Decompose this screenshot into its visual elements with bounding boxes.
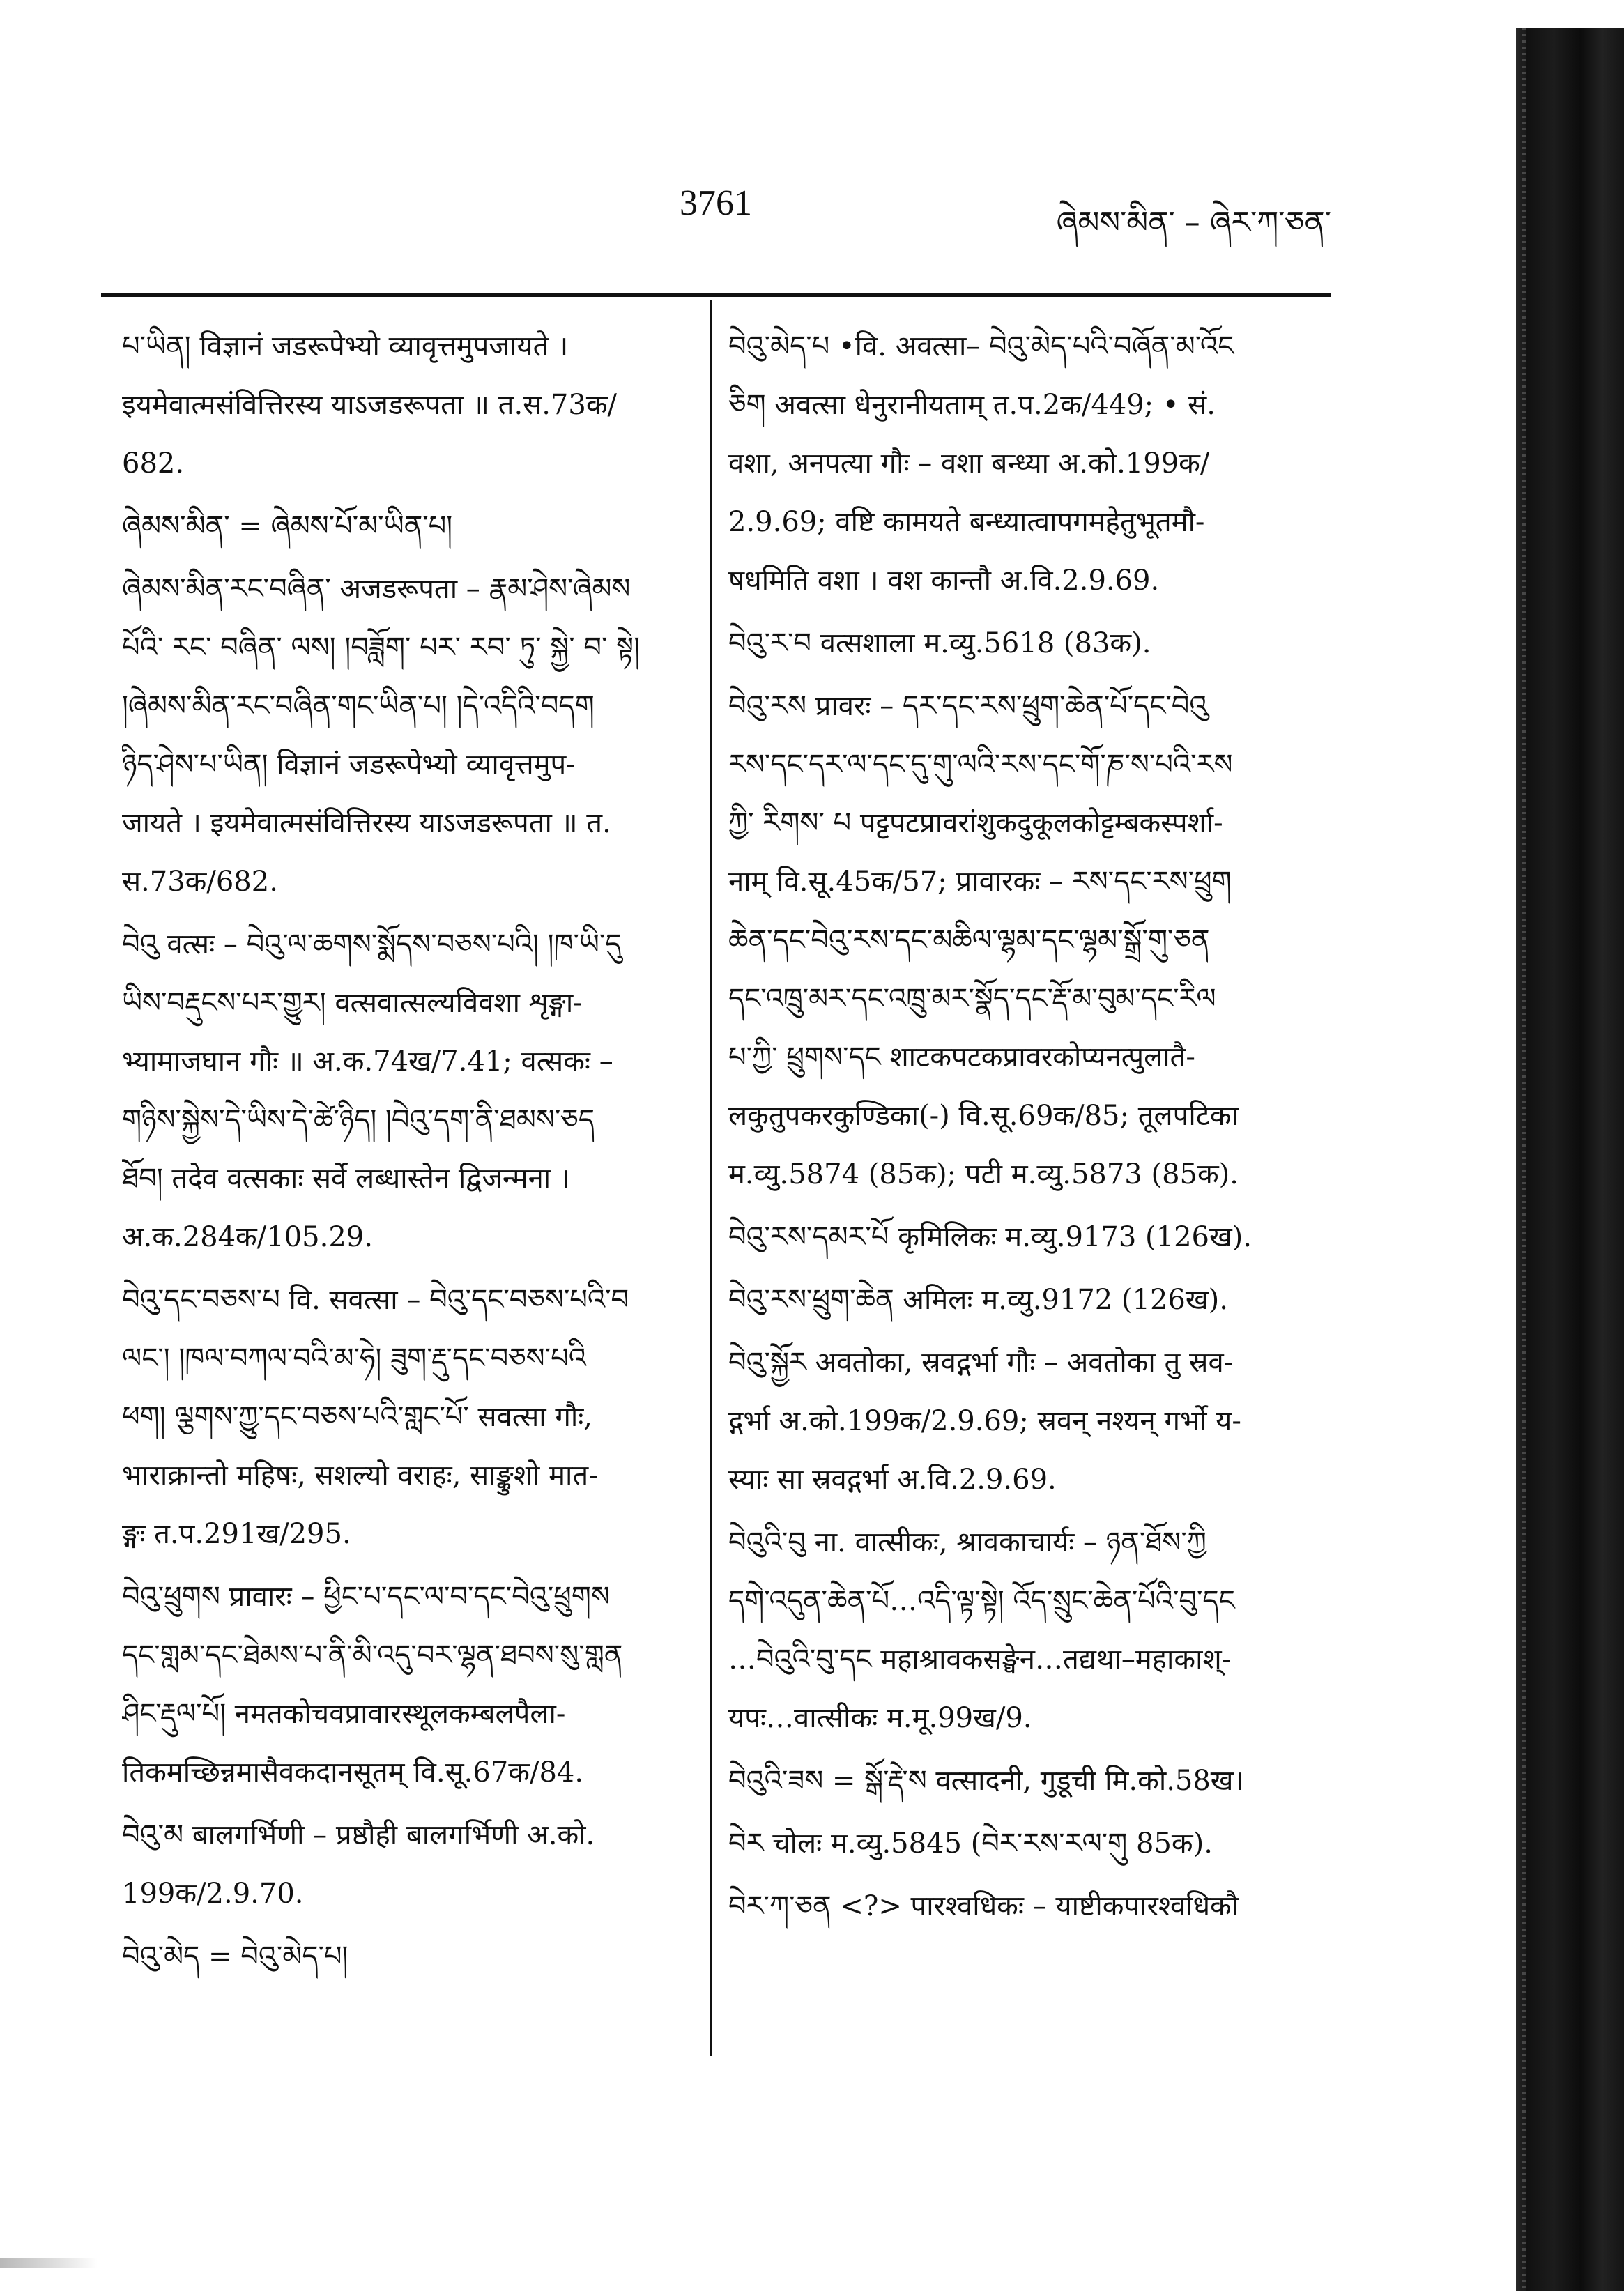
entry-text-line: जायते । इयमेवात्मसंवित्तिरस्य याऽजडरूपता ॥ त. — [122, 807, 611, 839]
entry-headword-line: བེའུ་རས་ཕྲུག་ཆེན अमिलः म.व्यु.9172 (126ख). — [728, 1284, 1228, 1316]
left-column — [122, 317, 683, 1990]
entry-headword-line: བེའུའི་ཟས = སྒོ་རྡེ་ས वत्सादनी, गुडूची मि.को.58ख। — [728, 1765, 1244, 1797]
dictionary-entry — [122, 1271, 683, 1563]
dictionary-entry — [728, 1271, 1328, 1329]
entry-headword-line: བེའུ་སྐྱོར अवतोका, स्रवद्गर्भा गौः – अवतोका तु स्रव- — [728, 1347, 1234, 1379]
entry-text-line: लकुतुपकरकुण्डिका(-) वि.सू.69क/85; तूलपटिका — [728, 1100, 1239, 1132]
entry-text-line: यपः…वात्सीकः म.मू.99ख/9. — [728, 1702, 1032, 1734]
entry-text-line: म.व्यु.5874 (85क); पटी म.व्यु.5873 (85क). — [728, 1158, 1239, 1190]
entry-headword-line: པ་ཡིན། विज्ञानं जडरूपेभ्यो व्यावृत्तमुपजायते । — [122, 330, 569, 362]
entry-text-line: ཆེན་དང་བེའུ་རས་དང་མཆིལ་ལྷམ་དང་ལྷམ་སྒྲོ་གུ་ཅན — [728, 924, 1210, 956]
dictionary-entry — [122, 560, 683, 911]
entry-text-line: པོའི་ རང་ བཞིན་ ལས། །བཟློག་ པར་ རབ་ ཏུ་ སྐྱེ་ བ་ སྟེ། — [122, 631, 641, 664]
entry-headword-line: བེའུ་ར་བ वत्सशाला म.व्यु.5618 (83क). — [728, 627, 1151, 659]
dictionary-entry — [728, 317, 1328, 610]
dictionary-entry — [728, 1208, 1328, 1266]
dictionary-entry — [122, 497, 683, 555]
entry-text-line: རས་དང་དར་ལ་དང་དུ་གུ་ལའི་རས་དང་གོ་ཎ་ས་པའི་རས — [728, 749, 1233, 781]
entry-text-line: ཐོབ། तदेव वत्सकाः सर्वे लब्धास्तेन द्विजन्मना । — [122, 1163, 571, 1195]
entry-text-line: तिकमच्छिन्नमासैवकदानसूतम् वि.सू.67क/84. — [122, 1756, 584, 1788]
dictionary-entry — [122, 317, 683, 493]
entry-headword-line: བེར་ཀ་ཅན <?> पारश्वधिकः – याष्टीकपारश्वधिकौ — [728, 1890, 1239, 1922]
entry-headword-line: བེའུ वत्सः – བེའུ་ལ་ཆགས་སྨོདས་བཅས་པའི། །ཁ་ཡི་དུ — [122, 928, 622, 960]
entry-text-line: ཀྱི་ རིགས་ པ पट्टपटप्रावरांशुकदुकूलकोट्टम्बकस्पर्शा- — [728, 807, 1223, 839]
dictionary-entry — [728, 1333, 1328, 1509]
page-number: 3761 — [680, 183, 752, 223]
entry-headword-line: བེའུ་ཕྲུགས प्रावारः – ཕྱིང་པ་དང་ལ་བ་དང་བེའུ་ཕྲུགས — [122, 1581, 610, 1613]
scan-binding-edge — [1516, 28, 1624, 2291]
entry-text-line: །ཞེམས་མིན་རང་བཞིན་གང་ཡིན་པ། །དེ་འདིའི་བདག — [122, 690, 595, 722]
entry-headword-line: བེའུ་མེད་པ •वि. अवत्सा– བེའུ་མེད་པའི་བཞོན་མ་འོང — [728, 330, 1234, 362]
dictionary-entry — [122, 1927, 683, 1986]
dictionary-entry — [728, 1752, 1328, 1810]
dictionary-entry — [122, 1568, 683, 1802]
entry-text-line: वशा, अनपत्या गौः – वशा बन्ध्या अ.को.199क/ — [728, 447, 1210, 480]
entry-text-line: 199क/2.9.70. — [122, 1878, 304, 1910]
entry-text-line: པ་ཀྱི་ ཕྲུགས་དང शाटकपटकप्रावरकोप्यनत्पुलातै- — [728, 1041, 1195, 1073]
entry-headword-line: ཞེམས་མིན་ = ཞེམས་པོ་མ་ཡིན་པ། — [122, 510, 453, 542]
entry-text-line: ङ्गः त.प.291ख/295. — [122, 1518, 351, 1550]
entry-text-line: भ्यामाजघान गौः ॥ अ.क.74ख/7.41; वत्सकः – — [122, 1045, 613, 1078]
entry-headword-line: བེའུ་རས་དམར་པོ कृमिलिकः म.व्यु.9173 (126ख). — [728, 1221, 1253, 1253]
dictionary-entry — [728, 1877, 1328, 1936]
entry-text-line: ལང་། །ཁལ་བཀལ་བའི་མ་ཧེ། ཟུག་རྡུ་དང་བཅས་པའི — [122, 1342, 586, 1374]
entry-headword-line: བེར चोलः म.व्यु.5845 (བེར་རས་རལ་གུ 85क). — [728, 1828, 1213, 1860]
dictionary-entry — [728, 614, 1328, 673]
dictionary-entry — [122, 1806, 683, 1923]
entry-text-line: དང་འཁྲུ་མར་དང་འཁྲུ་མར་སྣོད་དང་རྡོ་མ་བུམ་དང་རིལ — [728, 983, 1216, 1015]
entry-text-line: ཕག། ལྕགས་ཀྱུ་དང་བཅས་པའི་གླང་པོ་ सवत्सा गौः, — [122, 1401, 593, 1433]
entry-text-line: ཅིག अवत्सा धेनुरानीयताम् त.प.2क/449; • सं. — [728, 389, 1216, 421]
right-column — [728, 317, 1328, 1940]
entry-text-line: स्याः सा स्रवद्गर्भा अ.वि.2.9.69. — [728, 1464, 1057, 1496]
dictionary-entry — [122, 915, 683, 1266]
entry-text-line: …བེའུའི་བུ་དང महाश्रावकसङ्घेन…तद्यथा–महाकाश्- — [728, 1643, 1232, 1676]
dictionary-entry — [728, 1814, 1328, 1873]
dictionary-entry — [728, 677, 1328, 1204]
entry-text-line: ཤིང་རྡུལ་པོ། नमतकोचवप्रावारस्थूलकम्बलपैला- — [122, 1698, 566, 1730]
entry-text-line: षधमिति वशा । वश कान्तौ अ.वि.2.9.69. — [728, 565, 1160, 597]
entry-text-line: भाराक्रान्तो महिषः, सशल्यो वराहः, साङ्कुशो मात- — [122, 1459, 598, 1492]
entry-text-line: 682. — [122, 447, 185, 480]
entry-text-line: 2.9.69; वष्टि कामयते बन्ध्यात्वापगमहेतुभूतमौ- — [728, 506, 1205, 538]
entry-text-line: དང་གླམ་དང་ཐེམས་པ་ནི་མི་འདུ་བར་ལྷན་ཐབས་སུ་གླན — [122, 1639, 623, 1671]
entry-text-line: དགེ་འདུན་ཆེན་པོ…འདི་ལྟ་སྟེ། འོད་སྲུང་ཆེན་པོའི་བུ་དང — [728, 1585, 1235, 1617]
entry-text-line: ཡིས་བརྡུངས་པར་གྱུར། वत्सवात्सल्यविवशा शृङ्गा- — [122, 987, 583, 1019]
entry-text-line: नाम् वि.सू.45क/57; प्रावारकः – རས་དང་རས་ཕྲུག — [728, 866, 1232, 898]
entry-headword-line: ཞེམས་མིན་རང་བཞིན་ अजडरूपता – རྣམ་ཤེས་ཞེམས — [122, 573, 631, 605]
entry-headword-line: བེའུ་མེད = བེའུ་མེད་པ། — [122, 1940, 348, 1972]
entry-headword-line: བེའུ་མ बालगर्भिणी – प्रष्ठौही बालगर्भिणी अ.को. — [122, 1819, 595, 1851]
running-head: ཞེམས་མིན་ – ཞེར་ཀ་ཅན་ — [1056, 205, 1331, 240]
scan-artifact — [0, 2258, 98, 2268]
entry-text-line: གཉིས་སྐྱེས་དེ་ཡིས་དེ་ཚེ་ཉིད། །བེའུ་དག་ནི་ཐམས་ཅད — [122, 1104, 595, 1136]
entry-headword-line: བེའུ་དང་བཅས་པ वि. सवत्सा – བེའུ་དང་བཅས་པའི་བ — [122, 1284, 629, 1316]
entry-text-line: द्गर्भा अ.को.199क/2.9.69; स्रवन् नश्यन् गर्भो य- — [728, 1405, 1241, 1437]
entry-text-line: स.73क/682. — [122, 866, 278, 898]
entry-text-line: इयमेवात्मसंवित्तिरस्य याऽजडरूपता ॥ त.स.73क/ — [122, 389, 618, 421]
header-rule — [101, 293, 1331, 297]
entry-text-line: ཉིད་ཤེས་པ་ཡིན། विज्ञानं जडरूपेभ्यो व्यावृत्तमुप- — [122, 749, 576, 781]
entry-text-line: अ.क.284क/105.29. — [122, 1221, 373, 1253]
entry-headword-line: བེའུ་རས प्रावरः – དར་དང་རས་ཕྲུག་ཆེན་པོ་དང་བེའུ — [728, 690, 1208, 722]
column-divider — [710, 300, 712, 2056]
entry-headword-line: བེའུའི་བུ ना. वात्सीकः, श्रावकाचार्यः – ཉན་ཐོས་ཀྱི — [728, 1526, 1206, 1558]
dictionary-entry — [728, 1513, 1328, 1747]
